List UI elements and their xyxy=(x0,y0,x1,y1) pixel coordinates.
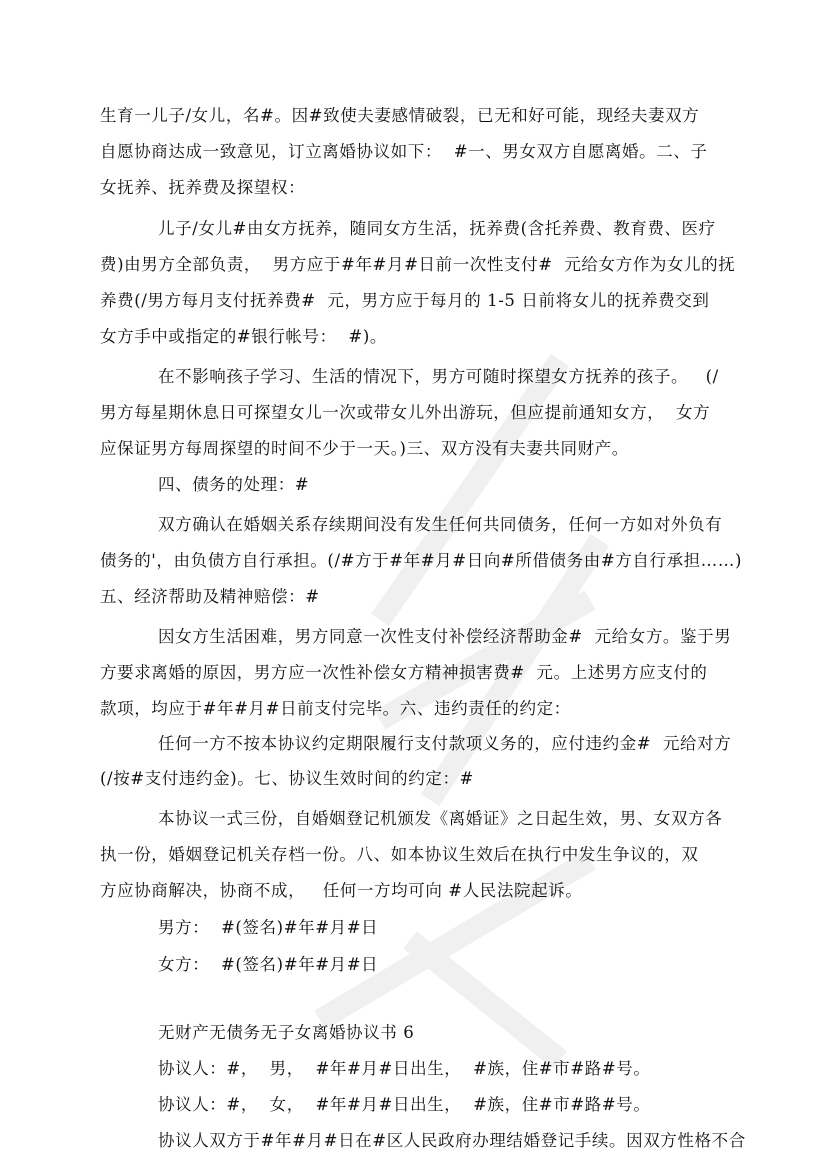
text-line: 生育一儿子/女儿，名#。因#致使夫妻感情破裂，已无和好可能，现经夫妻双方 xyxy=(100,106,700,125)
text-line: 儿子/女儿#由女方抚养，随同女方生活，抚养费(含托养费、教育费、医疗 xyxy=(158,219,716,238)
text-line: 费)由男方全部负责， 男方应于#年#月#日前一次性支付# 元给女方作为女儿的抚 xyxy=(100,255,736,274)
text-line: 协议人双方于#年#月#日在#区人民政府办理结婚登记手续。因双方性格不合 xyxy=(158,1131,746,1150)
text-line: 方应协商解决，协商不成， 任何一方均可向 #人民法院起诉。 xyxy=(100,881,583,900)
text-line: 本协议一式三份，自婚姻登记机颁发《离婚证》之日起生效，男、女双方各 xyxy=(158,809,723,828)
text-line: 协议人：#， 男， #年#月#日出生， #族，住#市#路#号。 xyxy=(158,1059,651,1078)
text-line: 男方每星期休息日可探望女儿一次或带女儿外出游玩，但应提前通知女方， 女方 xyxy=(100,403,711,422)
text-line: 债务的'，由负债方自行承担。(/#方于#年#月#日向#所借债务由#方自行承担……) xyxy=(100,551,743,570)
text-line: 四、债务的处理：# xyxy=(158,475,310,494)
text-line: 养费(/男方每月支付抚养费# 元，男方应于每月的 1-5 日前将女儿的抚养费交到 xyxy=(100,291,710,310)
signature-line-male: 男方： #(签名)#年#月#日 xyxy=(158,918,379,937)
text-line: 款项，均应于#年#月#日前支付完毕。六、违约责任的约定： xyxy=(100,699,571,718)
text-line: 在不影响孩子学习、生活的情况下，男方可随时探望女方抚养的孩子。 (/ xyxy=(158,367,719,386)
text-line: 执一份，婚姻登记机关存档一份。八、如本协议生效后在执行中发生争议的，双 xyxy=(100,845,699,864)
signature-line-female: 女方： #(签名)#年#月#日 xyxy=(158,955,379,974)
section-title: 无财产无债务无子女离婚协议书 6 xyxy=(158,1023,415,1042)
text-line: 双方确认在婚姻关系存续期间没有发生任何共同债务，任何一方如对外负有 xyxy=(158,515,723,534)
text-line: 任何一方不按本协议约定期限履行支付款项义务的，应付违约金# 元给对方 xyxy=(158,734,732,753)
text-line: 应保证男方每周探望的时间不少于一天。)三、双方没有夫妻共同财产。 xyxy=(100,439,629,458)
text-line: 女抚养、抚养费及探望权： xyxy=(100,178,306,197)
text-line: 女方手中或指定的#银行帐号： #)。 xyxy=(100,327,387,346)
text-line: 自愿协商达成一致意见，订立离婚协议如下： #一、男女双方自愿离婚。二、子 xyxy=(100,142,708,161)
text-line: 因女方生活困难，男方同意一次性支付补偿经济帮助金# 元给女方。鉴于男 xyxy=(158,627,732,646)
text-line: 五、经济帮助及精神赔偿：# xyxy=(100,587,320,606)
text-line: 方要求离婚的原因，男方应一次性补偿女方精神损害费# 元。上述男方应支付的 xyxy=(100,663,708,682)
text-line: (/按#支付违约金)。七、协议生效时间的约定：# xyxy=(100,769,474,788)
text-line: 协议人：#， 女， #年#月#日出生， #族，住#市#路#号。 xyxy=(158,1095,651,1114)
